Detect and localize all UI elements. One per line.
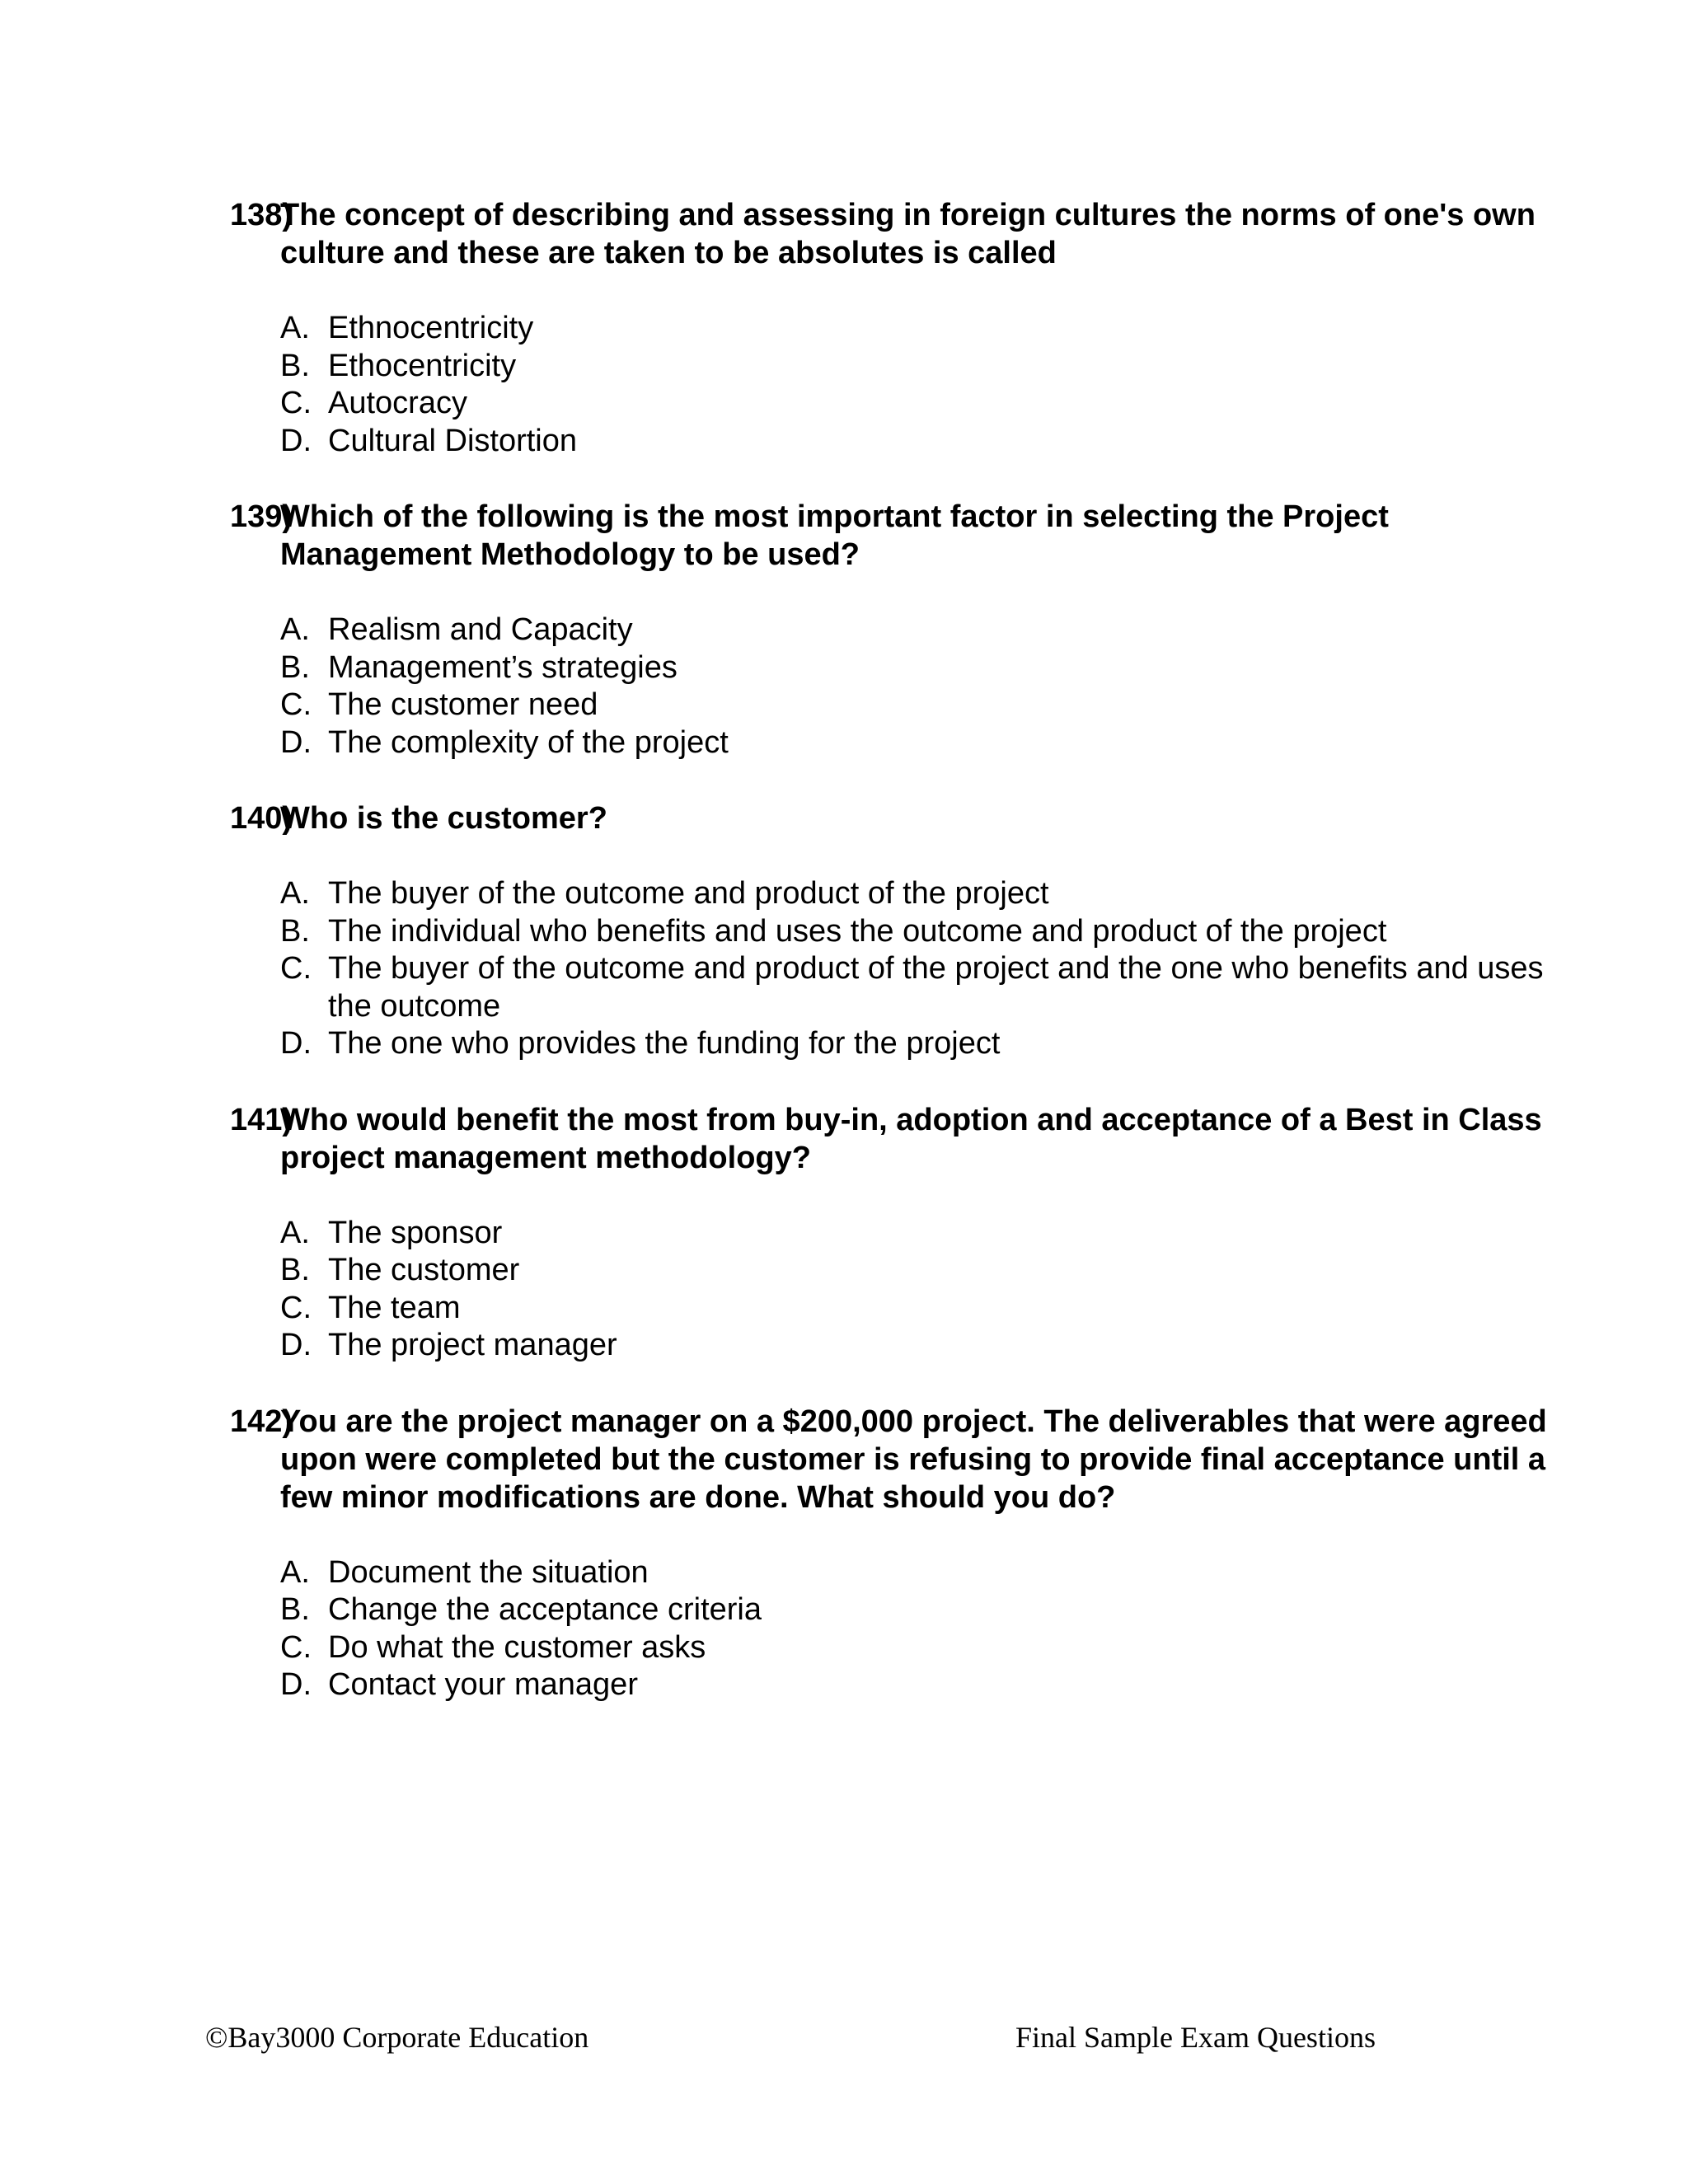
- option-text: The buyer of the outcome and product of the project and the one who benefits and uses the outcome: [328, 951, 1544, 1024]
- option-letter: D.: [280, 724, 312, 760]
- answer-options: [230, 310, 1565, 460]
- option-letter: B.: [280, 348, 310, 383]
- option-letter: A.: [280, 612, 310, 647]
- option-letter: C.: [280, 1290, 312, 1325]
- option-text: Cultural Distortion: [328, 423, 577, 458]
- question-text: Who is the customer?: [280, 801, 607, 836]
- option-text: The one who provides the funding for the project: [328, 1026, 1001, 1061]
- option-letter: C.: [280, 1629, 312, 1665]
- answer-options: [230, 612, 1565, 762]
- answer-option: [230, 875, 1565, 913]
- question-text: You are the project manager on a $200,000 project. The deliverables that were agreed upon were completed but the customer is refusing to provide final acceptance until a few minor modifications are done. What should you do?: [280, 1404, 1547, 1515]
- answer-option: [230, 913, 1565, 951]
- option-text: Contact your manager: [328, 1667, 638, 1702]
- option-text: Document the situation: [328, 1554, 649, 1590]
- question-text: Who would benefit the most from buy-in, adoption and acceptance of a Best in Class project management methodology?: [280, 1102, 1542, 1175]
- option-text: The individual who benefits and uses the outcome and product of the project: [328, 913, 1387, 949]
- answer-option: [230, 950, 1565, 1025]
- option-text: Ethnocentricity: [328, 311, 534, 345]
- question-block: [230, 1101, 1565, 1365]
- question-heading: [230, 1101, 1565, 1177]
- option-text: The project manager: [328, 1328, 617, 1362]
- answer-option: [230, 1554, 1565, 1592]
- question-heading: [230, 498, 1565, 574]
- answer-option: [230, 385, 1565, 423]
- option-text: Management’s strategies: [328, 649, 678, 685]
- option-text: The customer: [328, 1253, 520, 1287]
- option-letter: A.: [280, 876, 310, 911]
- answer-option: [230, 1025, 1565, 1063]
- answer-options: [230, 1215, 1565, 1365]
- option-letter: D.: [280, 1026, 312, 1061]
- footer-title: Final Sample Exam Questions: [1015, 2021, 1376, 2054]
- question-number: 140): [230, 801, 293, 836]
- question-text: The concept of describing and assessing in foreign cultures the norms of one's own culture and these are taken to be absolutes is called: [280, 198, 1536, 270]
- option-text: The team: [328, 1290, 461, 1325]
- answer-option: [230, 724, 1565, 762]
- option-letter: C.: [280, 386, 312, 420]
- option-letter: A.: [280, 1554, 310, 1590]
- option-letter: D.: [280, 1667, 312, 1702]
- option-letter: A.: [280, 311, 310, 345]
- question-heading: [230, 799, 1565, 837]
- answer-option: [230, 1666, 1565, 1704]
- question-heading: [230, 1403, 1565, 1516]
- question-number: 138): [230, 198, 293, 232]
- answer-option: [230, 348, 1565, 386]
- question-list: [230, 196, 1565, 1742]
- answer-option: [230, 310, 1565, 348]
- option-text: Autocracy: [328, 386, 467, 420]
- question-heading: [230, 196, 1565, 272]
- option-text: Realism and Capacity: [328, 612, 633, 647]
- option-letter: D.: [280, 423, 312, 458]
- question-number: 141): [230, 1102, 293, 1137]
- option-text: The complexity of the project: [328, 724, 729, 760]
- option-letter: C.: [280, 951, 312, 986]
- option-letter: A.: [280, 1215, 310, 1250]
- question-block: [230, 196, 1565, 460]
- option-letter: B.: [280, 649, 310, 685]
- option-text: Ethocentricity: [328, 348, 517, 383]
- question-number: 142): [230, 1404, 293, 1439]
- answer-option: [230, 1290, 1565, 1328]
- answer-option: [230, 1327, 1565, 1365]
- question-block: [230, 1403, 1565, 1704]
- answer-option: [230, 1215, 1565, 1253]
- answer-option: [230, 1629, 1565, 1667]
- answer-option: [230, 423, 1565, 461]
- option-letter: B.: [280, 1253, 310, 1287]
- option-text: Do what the customer asks: [328, 1629, 706, 1665]
- answer-option: [230, 1252, 1565, 1290]
- option-text: Change the acceptance criteria: [328, 1592, 762, 1627]
- question-block: [230, 498, 1565, 762]
- option-text: The sponsor: [328, 1215, 503, 1250]
- option-letter: B.: [280, 1592, 310, 1627]
- option-letter: D.: [280, 1328, 312, 1362]
- option-text: The customer need: [328, 687, 598, 722]
- question-text: Which of the following is the most important factor in selecting the Project Management Methodology to be used?: [280, 499, 1389, 572]
- option-letter: B.: [280, 913, 310, 949]
- answer-options: [230, 875, 1565, 1063]
- question-block: [230, 799, 1565, 1063]
- option-text: The buyer of the outcome and product of the project: [328, 876, 1049, 911]
- option-letter: C.: [280, 687, 312, 722]
- footer-copyright: ©Bay3000 Corporate Education: [205, 2021, 589, 2054]
- answer-option: [230, 687, 1565, 724]
- answer-option: [230, 1591, 1565, 1629]
- answer-option: [230, 649, 1565, 687]
- answer-options: [230, 1554, 1565, 1704]
- answer-option: [230, 612, 1565, 649]
- question-number: 139): [230, 499, 293, 534]
